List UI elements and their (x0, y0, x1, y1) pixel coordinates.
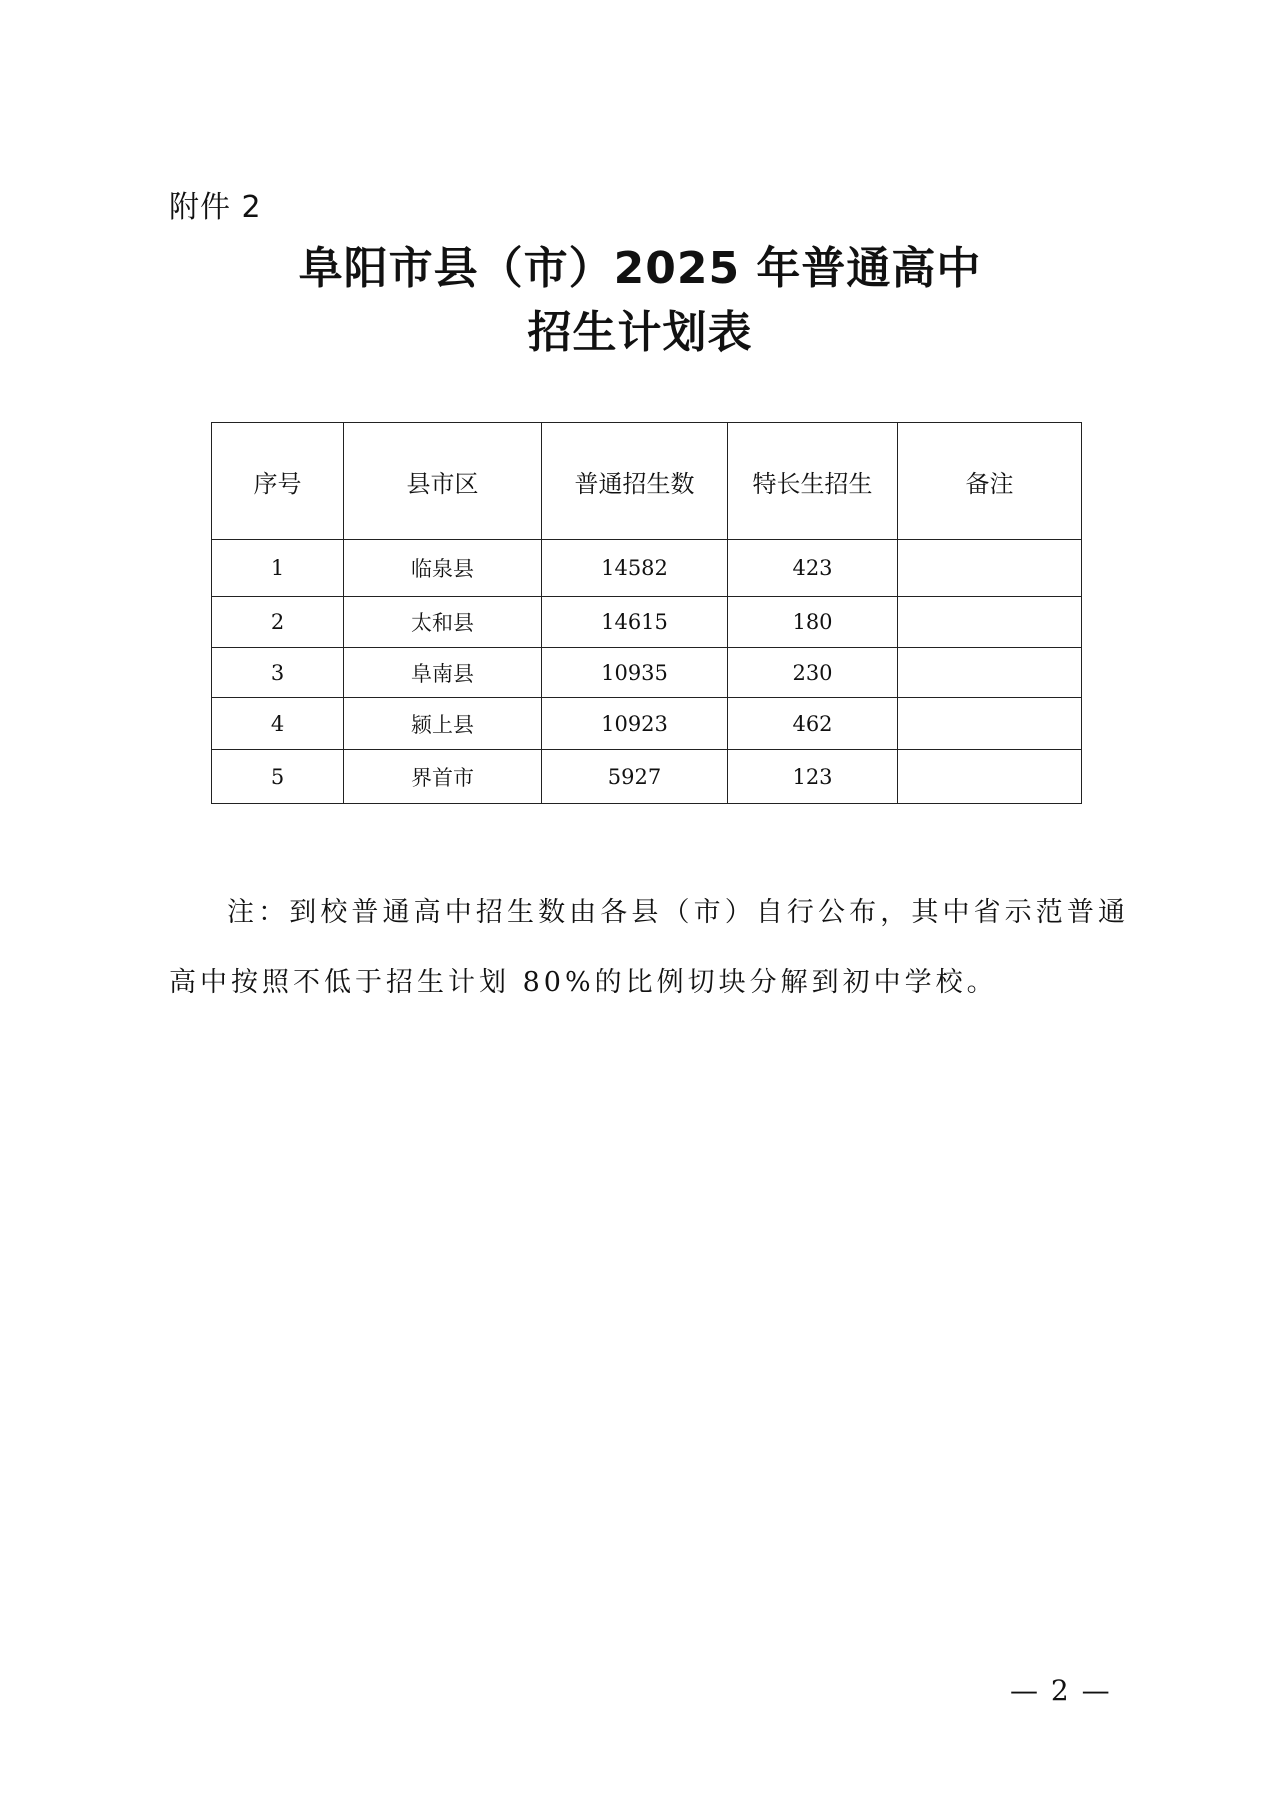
cell-regular-enrollment: 10923 (542, 698, 728, 750)
enrollment-plan-table (211, 422, 1082, 804)
page-title-line-2: 招生计划表 (527, 307, 753, 358)
cell-remarks (898, 648, 1082, 698)
cell-district: 临泉县 (344, 540, 542, 597)
table-row (212, 540, 1082, 597)
cell-specialty-enrollment: 462 (728, 698, 898, 750)
header-serial-number: 序号 (212, 423, 344, 540)
attachment-label: 附件 2 (169, 190, 262, 225)
cell-specialty-enrollment: 180 (728, 597, 898, 648)
cell-regular-enrollment: 10935 (542, 648, 728, 698)
page-title-line-1: 阜阳市县（市）2025 年普通高中 (298, 243, 982, 294)
cell-regular-enrollment: 14615 (542, 597, 728, 648)
page-number: — 2 — (1010, 1674, 1112, 1707)
cell-regular-enrollment: 5927 (542, 750, 728, 804)
cell-district: 太和县 (344, 597, 542, 648)
cell-regular-enrollment: 14582 (542, 540, 728, 597)
cell-specialty-enrollment: 123 (728, 750, 898, 804)
cell-specialty-enrollment: 423 (728, 540, 898, 597)
cell-serial-number: 2 (212, 597, 344, 648)
cell-remarks (898, 540, 1082, 597)
header-remarks: 备注 (898, 423, 1082, 540)
cell-district: 界首市 (344, 750, 542, 804)
cell-district: 颍上县 (344, 698, 542, 750)
cell-serial-number: 3 (212, 648, 344, 698)
cell-serial-number: 5 (212, 750, 344, 804)
cell-serial-number: 4 (212, 698, 344, 750)
cell-remarks (898, 698, 1082, 750)
table-row (212, 597, 1082, 648)
cell-remarks (898, 750, 1082, 804)
header-regular-enrollment: 普通招生数 (542, 423, 728, 540)
table-row (212, 750, 1082, 804)
table-header-row (212, 423, 1082, 540)
cell-specialty-enrollment: 230 (728, 648, 898, 698)
footnote: 注：到校普通高中招生数由各县（市）自行公布，其中省示范普通高中按照不低于招生计划 80%的比例切块分解到初中学校。 (169, 897, 1129, 998)
header-district: 县市区 (344, 423, 542, 540)
cell-district: 阜南县 (344, 648, 542, 698)
table-row (212, 648, 1082, 698)
table-row (212, 698, 1082, 750)
cell-serial-number: 1 (212, 540, 344, 597)
cell-remarks (898, 597, 1082, 648)
header-specialty-enrollment: 特长生招生 (728, 423, 898, 540)
